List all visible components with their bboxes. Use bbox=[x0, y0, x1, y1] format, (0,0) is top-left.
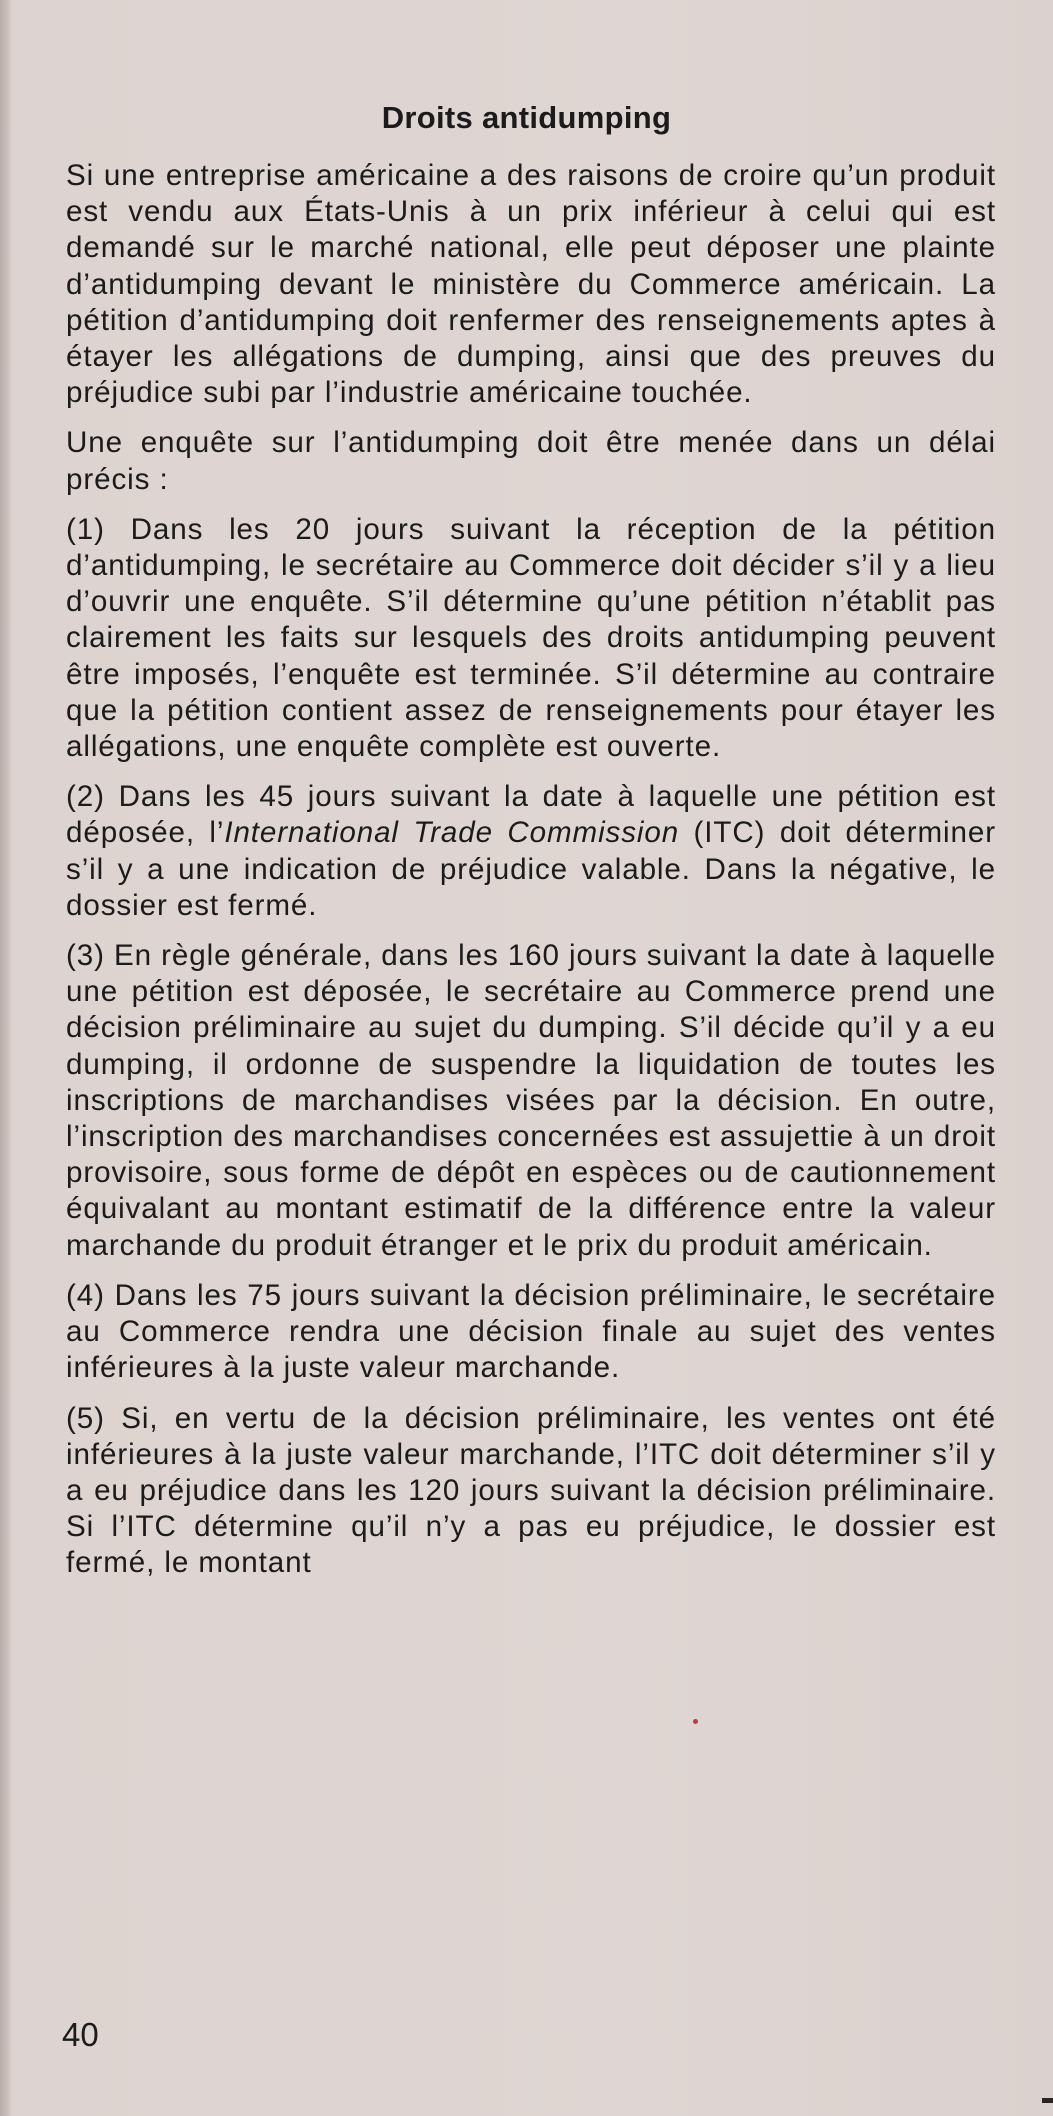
paragraph-step-5: (5) Si, en vertu de la décision préliminaire, les ventes ont été inférieures à la juste valeur marchande, l’ITC doit déterminer s’il y a eu préjudice dans les 120 jours suivant la décision préliminaire. Si l’ITC détermine qu’il n’y a pas eu préjudice, le dossier est fermé, le montant bbox=[66, 1401, 996, 1580]
paragraph-step-3: (3) En règle générale, dans les 160 jours suivant la date à laquelle une pétition est déposée, le secrétaire au Commerce prend une décision préliminaire au sujet du dumping. S’il décide qu’il y a eu dumping, il ordonne de suspendre la liquidation de toutes les inscriptions de marchandises visées par la décision. En outre, l’inscription des marchandises concernées est assujettie à un droit provisoire, sous forme de dépôt en espèces ou de cautionnement équivalant au montant estimatif de la différence entre la valeur marchande du produit étranger et le prix du produit américain. bbox=[66, 939, 996, 1262]
paragraph-intro: Si une entreprise américaine a des raisons de croire qu’un produit est vendu aux États-Unis à un prix inférieur à celui qui est demandé sur le marché national, elle peut déposer une plainte d’antidumping devant le ministère du Commerce américain. La pétition d’antidumping doit renfermer des renseignements aptes à étayer les allégations de dumping, ainsi que des preuves du préjudice subi par l’industrie américaine touchée. bbox=[66, 159, 996, 410]
step-2-italic-name: International Trade Commission bbox=[224, 816, 680, 850]
ink-speck bbox=[693, 1719, 698, 1724]
paragraph-step-1: (1) Dans les 20 jours suivant la réception de la pétition d’antidumping, le secrétaire au Commerce doit décider s’il y a lieu d’ouvrir une enquête. S’il détermine qu’une pétition n’établit pas clairement les faits sur lesquels des droits antidumping peuvent être imposés, l’enquête est terminée. S’il détermine au contraire que la pétition contient assez de renseignements pour étayer les allégations, une enquête complète est ouverte. bbox=[66, 512, 996, 764]
paragraph-investigation-deadline: Une enquête sur l’antidumping doit être menée dans un délai précis : bbox=[66, 426, 996, 496]
step-2-text-start: (2) Dans les 45 jours suivant la date à laquelle une pétition est déposée, l’ bbox=[66, 780, 996, 850]
page-number: 40 bbox=[62, 2016, 99, 2053]
paragraph-step-2 bbox=[66, 779, 996, 924]
section-heading: Droits antidumping bbox=[381, 100, 672, 135]
paragraph-step-4: (4) Dans les 75 jours suivant la décision préliminaire, le secrétaire au Commerce rendra une décision finale au sujet des ventes inférieures à la juste valeur marchande. bbox=[66, 1278, 996, 1385]
step-2-text-end: (ITC) doit déterminer s’il y a une indication de préjudice valable. Dans la négative, le dossier est fermé. bbox=[66, 816, 997, 922]
body-text bbox=[66, 158, 996, 1596]
corner-mark bbox=[1042, 2098, 1053, 2103]
page-binding-edge bbox=[0, 0, 10, 2116]
